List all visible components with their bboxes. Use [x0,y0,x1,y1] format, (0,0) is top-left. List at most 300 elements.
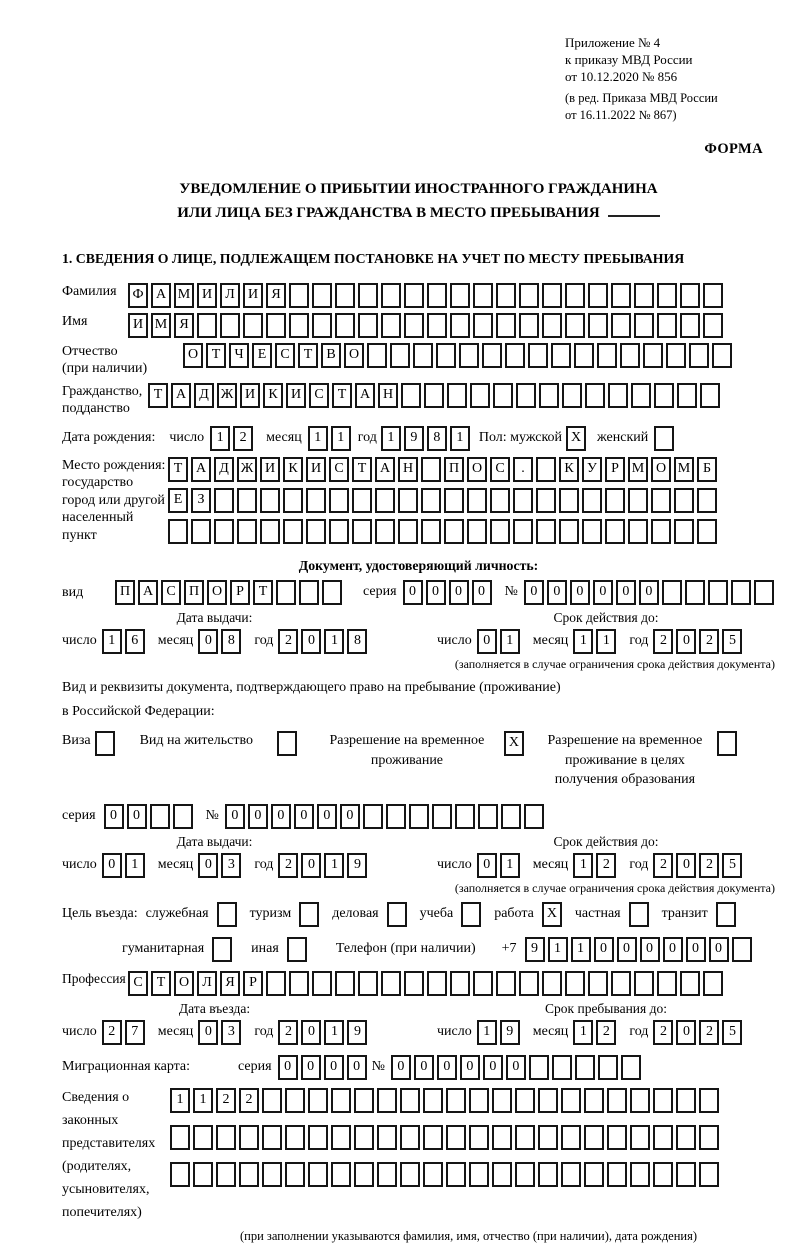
form-cell[interactable] [653,1125,673,1150]
form-cell[interactable] [657,971,677,996]
form-cell[interactable] [308,1125,328,1150]
form-cell[interactable]: 3 [221,853,241,878]
form-cell[interactable] [423,1125,443,1150]
form-cell[interactable]: 6 [125,629,145,654]
form-cell[interactable]: М [174,283,194,308]
form-cell[interactable] [306,519,326,544]
form-cell[interactable] [214,519,234,544]
form-cell[interactable] [515,1125,535,1150]
form-cell[interactable]: 0 [324,1055,344,1080]
form-cell[interactable] [381,283,401,308]
form-cell[interactable]: 2 [278,853,298,878]
form-cell[interactable] [703,971,723,996]
form-cell[interactable] [605,488,625,513]
form-cell[interactable]: О [183,343,203,368]
form-cell[interactable] [299,580,319,605]
form-cell[interactable]: 5 [722,1020,742,1045]
form-cell[interactable] [501,804,521,829]
form-cell[interactable]: Т [168,457,188,482]
form-cell[interactable]: 2 [653,853,673,878]
form-cell[interactable] [352,488,372,513]
form-cell[interactable] [427,283,447,308]
form-cell[interactable]: 0 [594,937,614,962]
form-cell[interactable]: 0 [271,804,291,829]
form-cell[interactable] [651,519,671,544]
form-cell[interactable] [754,580,774,605]
form-cell[interactable]: В [321,343,341,368]
form-cell[interactable]: М [628,457,648,482]
form-cell[interactable]: 8 [347,629,367,654]
form-cell[interactable] [444,519,464,544]
form-cell[interactable] [657,283,677,308]
form-cell[interactable]: Ж [217,383,237,408]
form-cell[interactable]: 1 [477,1020,497,1045]
form-cell[interactable] [712,343,732,368]
form-cell[interactable]: 2 [699,853,719,878]
form-cell[interactable] [377,1088,397,1113]
form-cell[interactable] [352,519,372,544]
form-cell[interactable] [237,488,257,513]
form-cell[interactable]: 1 [573,853,593,878]
form-cell[interactable]: X [566,426,586,451]
form-cell[interactable]: О [207,580,227,605]
form-cell[interactable] [312,971,332,996]
form-cell[interactable] [559,488,579,513]
form-cell[interactable]: А [375,457,395,482]
form-cell[interactable] [598,1055,618,1080]
form-cell[interactable] [676,1162,696,1187]
form-cell[interactable] [731,580,751,605]
form-cell[interactable]: Я [174,313,194,338]
form-cell[interactable] [666,343,686,368]
form-cell[interactable] [367,343,387,368]
form-cell[interactable] [308,1162,328,1187]
form-cell[interactable] [447,383,467,408]
form-cell[interactable]: 2 [102,1020,122,1045]
form-cell[interactable] [473,971,493,996]
form-cell[interactable]: 0 [547,580,567,605]
form-cell[interactable] [561,1088,581,1113]
form-cell[interactable] [335,283,355,308]
form-cell[interactable]: 0 [340,804,360,829]
form-cell[interactable] [680,313,700,338]
form-cell[interactable] [542,313,562,338]
form-cell[interactable]: 0 [403,580,423,605]
form-cell[interactable] [381,313,401,338]
form-cell[interactable]: 0 [593,580,613,605]
form-cell[interactable] [493,383,513,408]
form-cell[interactable] [478,804,498,829]
form-cell[interactable]: . [513,457,533,482]
form-cell[interactable]: Т [332,383,352,408]
form-cell[interactable] [354,1088,374,1113]
form-cell[interactable] [358,283,378,308]
form-cell[interactable] [436,343,456,368]
form-cell[interactable] [697,488,717,513]
form-cell[interactable] [421,457,441,482]
form-cell[interactable]: Р [605,457,625,482]
form-cell[interactable] [703,283,723,308]
form-cell[interactable] [329,519,349,544]
form-cell[interactable] [331,1125,351,1150]
form-cell[interactable] [519,313,539,338]
form-cell[interactable]: 2 [278,629,298,654]
form-cell[interactable] [538,1125,558,1150]
form-cell[interactable] [630,1088,650,1113]
form-cell[interactable]: 2 [278,1020,298,1045]
form-cell[interactable] [260,519,280,544]
form-cell[interactable]: И [306,457,326,482]
form-cell[interactable]: 2 [699,629,719,654]
form-cell[interactable] [170,1125,190,1150]
form-cell[interactable] [277,731,297,756]
form-cell[interactable] [455,804,475,829]
form-cell[interactable]: 1 [125,853,145,878]
form-cell[interactable] [496,313,516,338]
form-cell[interactable] [643,343,663,368]
form-cell[interactable] [469,1125,489,1150]
form-cell[interactable] [717,731,737,756]
form-cell[interactable]: 1 [331,426,351,451]
form-cell[interactable]: 9 [347,1020,367,1045]
form-cell[interactable] [654,426,674,451]
form-cell[interactable] [559,519,579,544]
form-cell[interactable]: О [651,457,671,482]
form-cell[interactable]: 0 [426,580,446,605]
form-cell[interactable]: 0 [104,804,124,829]
form-cell[interactable] [676,1088,696,1113]
form-cell[interactable] [191,519,211,544]
form-cell[interactable]: 0 [198,853,218,878]
form-cell[interactable] [335,971,355,996]
form-cell[interactable] [565,971,585,996]
form-cell[interactable] [519,283,539,308]
form-cell[interactable]: 0 [248,804,268,829]
form-cell[interactable]: 9 [404,426,424,451]
form-cell[interactable] [490,519,510,544]
form-cell[interactable] [490,488,510,513]
form-cell[interactable] [469,1088,489,1113]
form-cell[interactable]: 0 [524,580,544,605]
form-cell[interactable]: 1 [548,937,568,962]
form-cell[interactable]: 1 [500,853,520,878]
form-cell[interactable] [289,971,309,996]
form-cell[interactable] [173,804,193,829]
form-cell[interactable]: 8 [221,629,241,654]
form-cell[interactable] [423,1088,443,1113]
form-cell[interactable] [400,1088,420,1113]
form-cell[interactable] [552,1055,572,1080]
form-cell[interactable]: 0 [301,1055,321,1080]
form-cell[interactable]: 0 [639,580,659,605]
form-cell[interactable] [505,343,525,368]
form-cell[interactable] [473,283,493,308]
form-cell[interactable] [685,580,705,605]
form-cell[interactable] [674,488,694,513]
form-cell[interactable] [628,488,648,513]
form-cell[interactable] [450,971,470,996]
form-cell[interactable] [699,1162,719,1187]
form-cell[interactable] [285,1125,305,1150]
form-cell[interactable] [404,313,424,338]
form-cell[interactable]: А [171,383,191,408]
form-cell[interactable] [565,313,585,338]
form-cell[interactable] [699,1088,719,1113]
form-cell[interactable] [608,383,628,408]
form-cell[interactable] [582,519,602,544]
form-cell[interactable] [214,488,234,513]
form-cell[interactable]: 8 [427,426,447,451]
form-cell[interactable] [689,343,709,368]
form-cell[interactable] [450,313,470,338]
form-cell[interactable]: 7 [125,1020,145,1045]
form-cell[interactable] [584,1088,604,1113]
form-cell[interactable]: 1 [500,629,520,654]
form-cell[interactable] [377,1125,397,1150]
form-cell[interactable] [496,971,516,996]
form-cell[interactable]: 3 [221,1020,241,1045]
form-cell[interactable]: 2 [233,426,253,451]
form-cell[interactable]: 1 [450,426,470,451]
form-cell[interactable]: 1 [210,426,230,451]
form-cell[interactable] [170,1162,190,1187]
form-cell[interactable]: 0 [391,1055,411,1080]
form-cell[interactable] [444,488,464,513]
form-cell[interactable]: И [197,283,217,308]
form-cell[interactable] [651,488,671,513]
form-cell[interactable] [237,519,257,544]
form-cell[interactable] [634,971,654,996]
form-cell[interactable]: 0 [449,580,469,605]
form-cell[interactable] [516,383,536,408]
form-cell[interactable] [421,519,441,544]
form-cell[interactable] [565,283,585,308]
form-cell[interactable]: 1 [102,629,122,654]
form-cell[interactable] [538,1088,558,1113]
form-cell[interactable]: С [490,457,510,482]
form-cell[interactable] [266,313,286,338]
form-cell[interactable]: 2 [653,1020,673,1045]
form-cell[interactable] [657,313,677,338]
form-cell[interactable] [446,1125,466,1150]
form-cell[interactable] [700,383,720,408]
form-cell[interactable]: 0 [686,937,706,962]
form-cell[interactable] [432,804,452,829]
form-cell[interactable] [492,1125,512,1150]
form-cell[interactable] [697,519,717,544]
form-cell[interactable] [634,283,654,308]
form-cell[interactable] [492,1162,512,1187]
form-cell[interactable]: И [243,283,263,308]
form-cell[interactable] [390,343,410,368]
form-cell[interactable] [400,1125,420,1150]
form-cell[interactable] [607,1125,627,1150]
form-cell[interactable] [699,1125,719,1150]
form-cell[interactable] [524,804,544,829]
form-cell[interactable] [193,1162,213,1187]
form-cell[interactable] [620,343,640,368]
form-cell[interactable]: 0 [301,629,321,654]
form-cell[interactable]: Д [194,383,214,408]
form-cell[interactable]: Я [266,283,286,308]
form-cell[interactable]: Т [298,343,318,368]
form-cell[interactable]: 0 [317,804,337,829]
form-cell[interactable] [276,580,296,605]
form-cell[interactable] [677,383,697,408]
form-cell[interactable]: Н [378,383,398,408]
form-cell[interactable]: 1 [381,426,401,451]
form-cell[interactable]: 0 [225,804,245,829]
form-cell[interactable] [216,1125,236,1150]
form-cell[interactable]: 0 [709,937,729,962]
form-cell[interactable] [212,937,232,962]
form-cell[interactable] [536,457,556,482]
form-cell[interactable] [220,313,240,338]
form-cell[interactable] [482,343,502,368]
form-cell[interactable] [375,488,395,513]
form-cell[interactable] [398,488,418,513]
form-cell[interactable] [492,1088,512,1113]
form-cell[interactable] [335,313,355,338]
form-cell[interactable] [653,1162,673,1187]
form-cell[interactable] [400,1162,420,1187]
form-cell[interactable] [413,343,433,368]
form-cell[interactable] [243,313,263,338]
form-cell[interactable] [322,580,342,605]
form-cell[interactable]: 1 [573,1020,593,1045]
form-cell[interactable] [611,283,631,308]
form-cell[interactable] [404,971,424,996]
form-cell[interactable]: 5 [722,629,742,654]
form-cell[interactable]: 2 [699,1020,719,1045]
form-cell[interactable] [611,313,631,338]
form-cell[interactable] [597,343,617,368]
form-cell[interactable] [680,971,700,996]
form-cell[interactable] [561,1162,581,1187]
form-cell[interactable] [630,1125,650,1150]
form-cell[interactable] [680,283,700,308]
form-cell[interactable]: 0 [483,1055,503,1080]
form-cell[interactable] [459,343,479,368]
form-cell[interactable] [528,343,548,368]
form-cell[interactable] [446,1162,466,1187]
form-cell[interactable]: 2 [653,629,673,654]
form-cell[interactable] [427,313,447,338]
form-cell[interactable] [584,1125,604,1150]
form-cell[interactable] [427,971,447,996]
form-cell[interactable]: Е [168,488,188,513]
form-cell[interactable]: П [184,580,204,605]
form-cell[interactable]: А [191,457,211,482]
form-cell[interactable]: 2 [239,1088,259,1113]
form-cell[interactable]: Т [253,580,273,605]
form-cell[interactable] [515,1088,535,1113]
form-cell[interactable]: С [161,580,181,605]
form-cell[interactable] [375,519,395,544]
form-cell[interactable] [631,383,651,408]
form-cell[interactable]: О [467,457,487,482]
form-cell[interactable]: У [582,457,602,482]
form-cell[interactable]: Д [214,457,234,482]
form-cell[interactable]: 1 [308,426,328,451]
form-cell[interactable]: 1 [571,937,591,962]
form-cell[interactable] [582,488,602,513]
form-cell[interactable] [266,971,286,996]
form-cell[interactable]: 0 [616,580,636,605]
form-cell[interactable] [628,519,648,544]
form-cell[interactable]: 0 [676,629,696,654]
form-cell[interactable] [239,1162,259,1187]
form-cell[interactable]: 2 [596,1020,616,1045]
form-cell[interactable]: С [329,457,349,482]
form-cell[interactable] [662,580,682,605]
form-cell[interactable] [607,1162,627,1187]
form-cell[interactable]: И [240,383,260,408]
form-cell[interactable] [536,519,556,544]
form-cell[interactable]: 1 [596,629,616,654]
form-cell[interactable] [283,488,303,513]
form-cell[interactable]: И [128,313,148,338]
form-cell[interactable]: 9 [500,1020,520,1045]
form-cell[interactable] [363,804,383,829]
form-cell[interactable] [551,343,571,368]
form-cell[interactable]: П [444,457,464,482]
form-cell[interactable] [285,1162,305,1187]
form-cell[interactable] [283,519,303,544]
form-cell[interactable]: Л [220,283,240,308]
form-cell[interactable]: 0 [570,580,590,605]
form-cell[interactable] [536,488,556,513]
form-cell[interactable] [513,519,533,544]
form-cell[interactable] [387,902,407,927]
form-cell[interactable]: 0 [414,1055,434,1080]
form-cell[interactable]: 0 [472,580,492,605]
form-cell[interactable] [446,1088,466,1113]
form-cell[interactable]: 0 [460,1055,480,1080]
form-cell[interactable]: 5 [722,853,742,878]
form-cell[interactable] [354,1125,374,1150]
form-cell[interactable] [331,1162,351,1187]
form-cell[interactable] [674,519,694,544]
form-cell[interactable] [423,1162,443,1187]
form-cell[interactable]: Ф [128,283,148,308]
form-cell[interactable]: Ж [237,457,257,482]
form-cell[interactable] [703,313,723,338]
form-cell[interactable] [217,902,237,927]
form-cell[interactable] [584,1162,604,1187]
form-cell[interactable]: Т [151,971,171,996]
form-cell[interactable]: 9 [347,853,367,878]
form-cell[interactable] [197,313,217,338]
form-cell[interactable] [260,488,280,513]
form-cell[interactable] [358,313,378,338]
form-cell[interactable] [575,1055,595,1080]
form-cell[interactable] [467,488,487,513]
form-cell[interactable]: 1 [170,1088,190,1113]
form-cell[interactable]: Л [197,971,217,996]
form-cell[interactable] [574,343,594,368]
form-cell[interactable] [542,971,562,996]
form-cell[interactable]: А [151,283,171,308]
form-cell[interactable]: А [355,383,375,408]
form-cell[interactable]: 0 [301,1020,321,1045]
form-cell[interactable]: X [504,731,524,756]
form-cell[interactable] [331,1088,351,1113]
form-cell[interactable] [467,519,487,544]
form-cell[interactable] [262,1125,282,1150]
form-cell[interactable] [287,937,307,962]
form-cell[interactable]: 0 [506,1055,526,1080]
